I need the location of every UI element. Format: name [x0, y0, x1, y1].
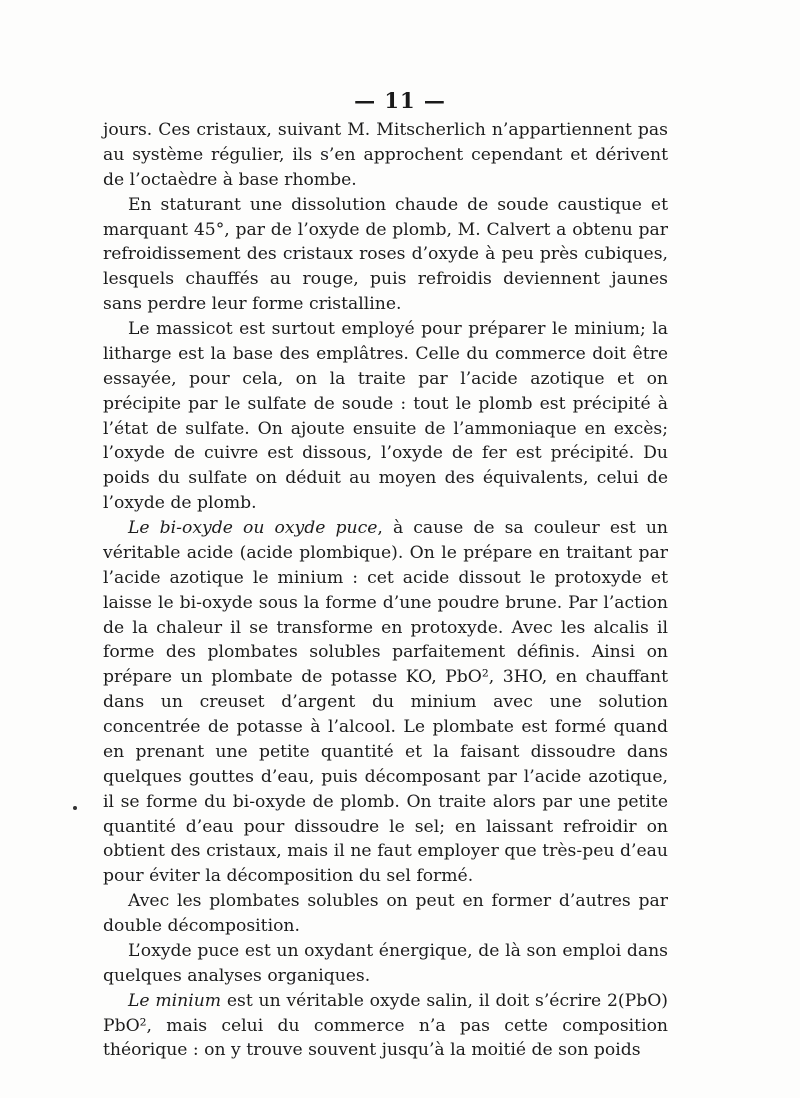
body-text [103, 118, 668, 1063]
text-segment: En staturant une dissolution chaude de soude caustique et marquant 45°, par de l’oxyde de plomb, M. Calvert a obtenu par refroidissement des cristaux roses d’oxyde à peu près cubiques, lesquels chauffés au rouge, puis refroidis deviennent jaunes sans perdre leur forme cristalline. [103, 194, 668, 315]
text-segment: Le massicot est surtout employé pour préparer le minium; la litharge est la base des emplâtres. Celle du commerce doit être essayée, pour cela, on la traite par l’acide azotique et on précipite par le sulfate de soude : tout le plomb est précipité à l’état de sulfate. On ajoute ensuite de l’ammoniaque en excès; l’oxyde de cuivre est dissous, l’oxyde de fer est précipité. Du poids du sulfate on déduit au moyen des équivalents, celui de l’oxyde de plomb. [103, 319, 668, 514]
page-number: — 11 — [354, 88, 446, 113]
italic-term: Le bi-oxyde ou oxyde puce [128, 518, 378, 538]
text-segment: L’oxyde puce est un oxydant énergique, de là son emploi dans quelques analyses organiques. [103, 940, 668, 986]
paragraph [103, 989, 668, 1064]
text-segment: Avec les plombates solubles on peut en former d’autres par double décomposition. [103, 891, 668, 936]
paragraph [103, 193, 668, 317]
text-segment: jours. Ces cristaux, suivant M. Mitscherlich n’appartiennent pas au système régulier, ils s’en approchent cependant et dérivent de l’octaèdre à base rhombe. [103, 120, 668, 190]
text-segment: est un véritable oxyde salin, il doit s’écrire 2(PbO) PbO², mais celui du commerce n’a pas cette composition théorique : on y trouve souvent jusqu’à la moitié de son poids [103, 990, 668, 1061]
text-segment: , à cause de sa couleur est un véritable acide (acide plombique). On le prépare en traitant par l’acide azotique le minium : cet acide dissout le protoxyde et laisse le bi-oxyde sous la forme d’une poudre brune. Par l’action de la chaleur il se transforme en protoxyde. Avec les alcalis il forme des plombates solubles parfaitement définis. Ainsi on prépare un plombate de potasse KO, PbO², 3HO, en chauffant dans un creuset d’argent du minium avec une solution concentrée de potasse à l’alcool. Le plombate est formé quand en prenant une petite quantité et la faisant dissoudre dans quelques gouttes d’eau, puis décomposant par l’acide azotique, il se forme du bi-oxyde de plomb. On traite alors par une petite quantité d’eau pour dissoudre le sel; en laissant refroidir on obtient des cristaux, mais il ne faut employer que très-peu d’eau pour éviter la décomposition du sel formé. [103, 518, 668, 887]
paragraph [103, 118, 668, 193]
paragraph [103, 939, 668, 989]
paragraph [103, 516, 668, 889]
paragraph [103, 317, 668, 516]
italic-term: Le minium [128, 990, 222, 1011]
margin-mark [73, 806, 77, 810]
paragraph [103, 889, 668, 939]
